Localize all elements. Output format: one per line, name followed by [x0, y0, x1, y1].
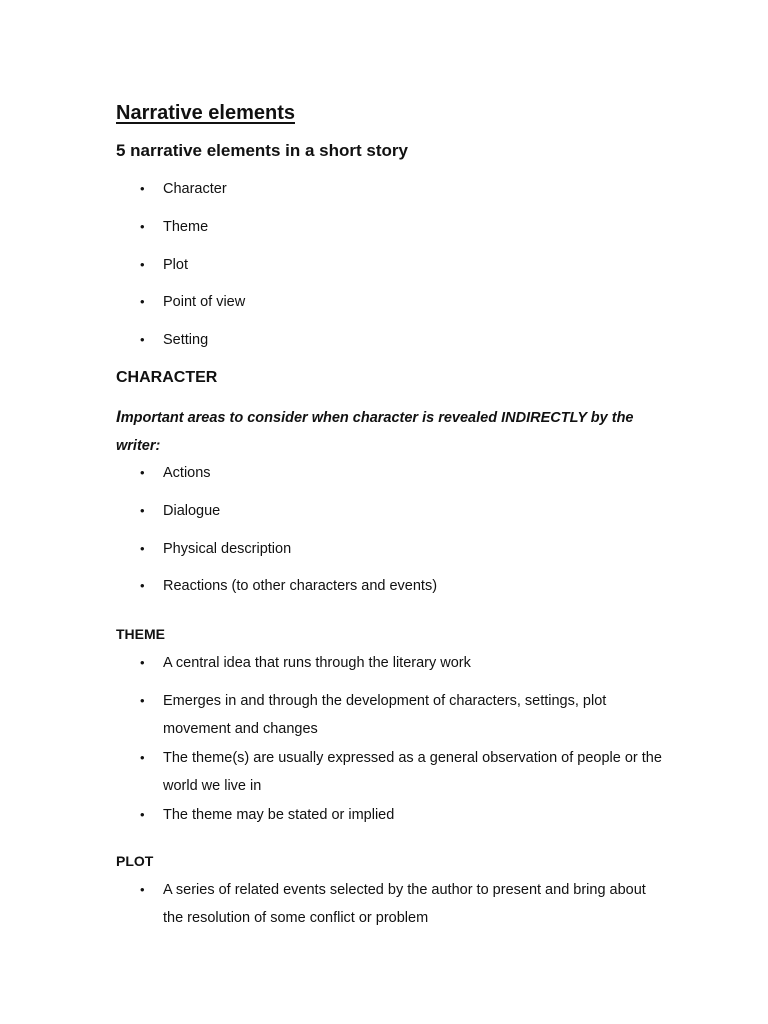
- intro-text: mportant areas to consider when character is revealed INDIRECTLY by the writer:: [116, 410, 634, 454]
- elements-subheading: 5 narrative elements in a short story: [116, 141, 408, 160]
- bullet-icon: •: [140, 294, 145, 309]
- theme-heading: THEME: [116, 626, 165, 642]
- bullet-icon: •: [140, 541, 145, 556]
- list-item-text: A series of related events selected by the author to present and bring about the resolution of some conflict or problem: [163, 882, 646, 926]
- bullet-icon: •: [140, 750, 145, 765]
- intro-first-letter: I: [116, 407, 121, 426]
- list-item-text: Point of view: [163, 294, 246, 310]
- document-title: Narrative elements: [116, 102, 295, 124]
- bullet-icon: •: [140, 655, 145, 670]
- bullet-icon: •: [140, 257, 145, 272]
- bullet-icon: •: [140, 882, 145, 897]
- bullet-icon: •: [140, 465, 145, 480]
- list-item-text: The theme(s) are usually expressed as a general observation of people or the world we live in: [163, 750, 662, 794]
- bullet-icon: •: [140, 807, 145, 822]
- list-item-text: Physical description: [163, 541, 292, 557]
- bullet-icon: •: [140, 181, 145, 196]
- character-heading: CHARACTER: [116, 369, 218, 386]
- bullet-icon: •: [140, 578, 145, 593]
- list-item-text: Plot: [163, 257, 188, 273]
- list-item-text: The theme may be stated or implied: [163, 807, 395, 823]
- bullet-icon: •: [140, 219, 145, 234]
- list-item-text: Reactions (to other characters and events): [163, 578, 438, 594]
- list-item-text: Emerges in and through the development of characters, settings, plot movement and changes: [163, 693, 607, 737]
- list-item-text: Theme: [163, 219, 209, 235]
- list-item-text: Character: [163, 181, 227, 197]
- bullet-icon: •: [140, 693, 145, 708]
- list-item-text: Actions: [163, 465, 211, 481]
- list-item-text: Setting: [163, 332, 209, 348]
- character-intro: [116, 403, 656, 460]
- plot-heading: PLOT: [116, 853, 154, 869]
- bullet-icon: •: [140, 332, 145, 347]
- list-item-text: A central idea that runs through the literary work: [163, 655, 471, 671]
- bullet-icon: •: [140, 503, 145, 518]
- list-item-text: Dialogue: [163, 503, 221, 519]
